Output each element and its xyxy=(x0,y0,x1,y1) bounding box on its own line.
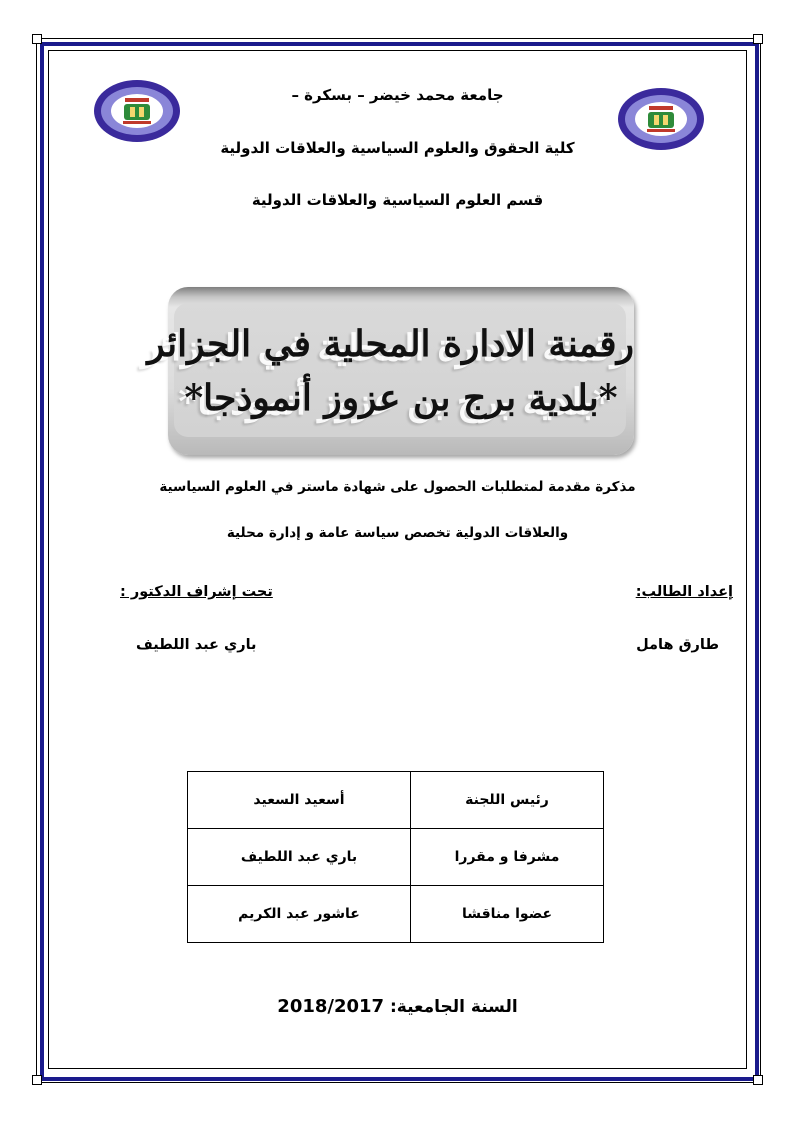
border-corner-top-left xyxy=(32,34,42,44)
thesis-purpose-line-1: مذكرة مقدمة لمتطلبات الحصول على شهادة ماستر في العلوم السياسية xyxy=(159,479,636,495)
student-label: إعداد الطالب: xyxy=(635,584,733,600)
thesis-purpose-line-2: والعلاقات الدولية تخصص سياسة عامة و إدارة محلية xyxy=(226,525,569,541)
university-name: جامعة محمد خيضر – بسكرة – xyxy=(291,86,504,104)
thesis-title-box xyxy=(147,287,634,455)
department-name: قسم العلوم السياسية والعلاقات الدولية xyxy=(251,191,544,209)
jury-member-name: أسعيد السعيد xyxy=(188,772,411,829)
jury-member-name: باري عبد اللطيف xyxy=(188,829,411,886)
academic-year-label: السنة الجامعية: xyxy=(390,997,518,1017)
supervisor-name: باري عبد اللطيف xyxy=(136,637,257,653)
student-name: طارق هامل xyxy=(636,637,719,653)
table-row xyxy=(188,829,604,886)
border-corner-bottom-left xyxy=(32,1075,42,1085)
border-corner-top-right xyxy=(753,34,763,44)
academic-year-value: 2018/2017 xyxy=(277,996,385,1017)
border-corner-bottom-right xyxy=(753,1075,763,1085)
jury-table xyxy=(187,771,604,943)
jury-role: عضوا مناقشا xyxy=(411,886,604,943)
faculty-name: كلية الحقوق والعلوم السياسية والعلاقات الدولية xyxy=(220,139,575,157)
table-row xyxy=(188,886,604,943)
jury-role: رئيس اللجنة xyxy=(411,772,604,829)
table-row xyxy=(188,772,604,829)
thesis-title-line-2: *بلدية برج بن عزوز أنموذجا* xyxy=(184,377,618,419)
jury-role: مشرفا و مقررا xyxy=(411,829,604,886)
supervisor-label: تحت إشراف الدكتور : xyxy=(120,584,273,600)
thesis-title-line-1: رقمنة الادارة المحلية في الجزائر xyxy=(147,323,634,365)
jury-member-name: عاشور عبد الكريم xyxy=(188,886,411,943)
academic-year xyxy=(0,996,795,1017)
